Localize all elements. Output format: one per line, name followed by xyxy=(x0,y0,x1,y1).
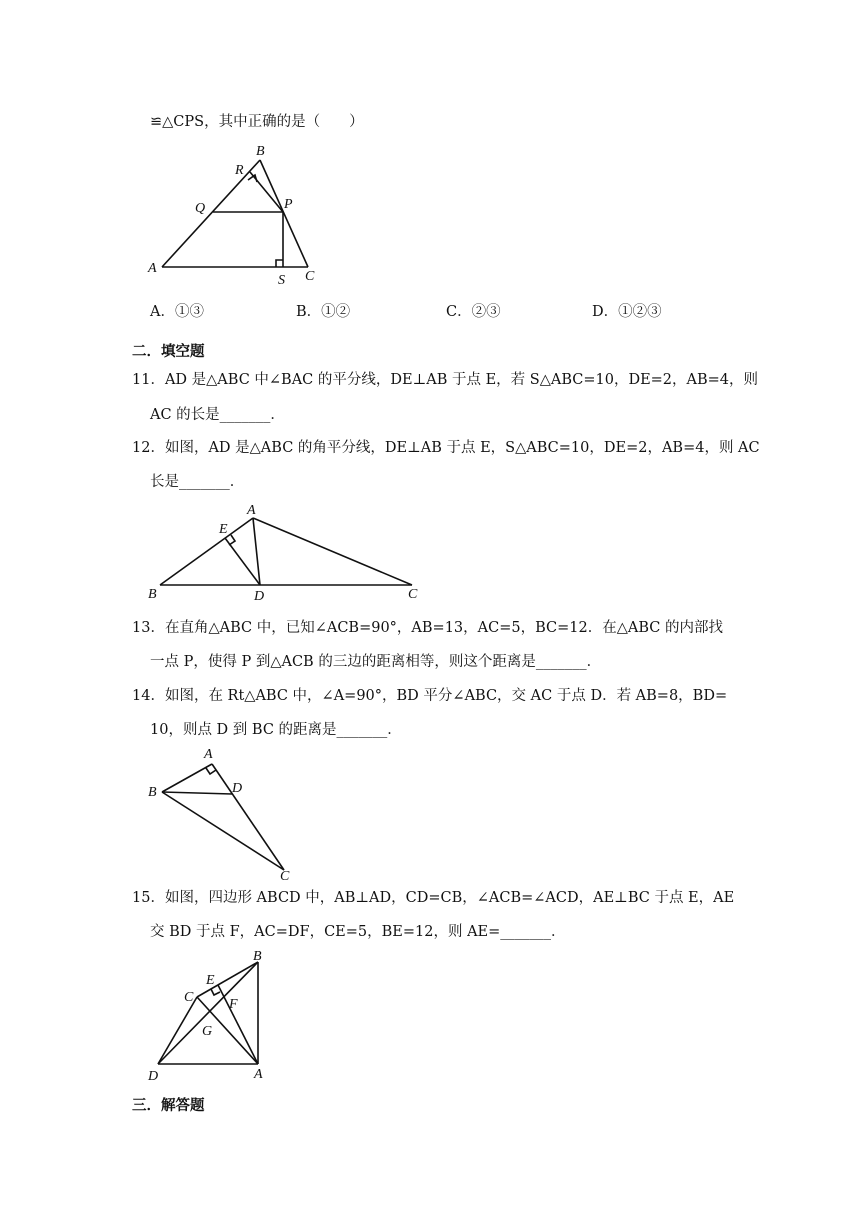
fig14-label-C: C xyxy=(280,869,290,882)
fig10-label-Q: Q xyxy=(195,201,206,216)
fig10-label-R: R xyxy=(235,163,244,178)
fig15-label-B: B xyxy=(253,949,262,964)
fig10-label-P: P xyxy=(284,197,293,212)
fig12-label-B: B xyxy=(148,587,157,602)
q10-option-d xyxy=(592,302,662,322)
fig12-label-D: D xyxy=(254,589,265,604)
option-letter: A． xyxy=(150,304,175,320)
fig15-label-G: G xyxy=(202,1024,213,1039)
option-letter: B． xyxy=(296,304,322,320)
q11-line2: AC 的长是_______． xyxy=(150,407,285,423)
option-value: ②③ xyxy=(471,304,501,320)
fig10-label-A: A xyxy=(148,261,157,276)
option-value: ①② xyxy=(321,304,351,320)
option-value: ①③ xyxy=(174,304,204,320)
option-letter: C． xyxy=(446,304,472,320)
option-letter: D． xyxy=(592,304,619,320)
fig15-label-E: E xyxy=(206,973,215,988)
fig15-label-C: C xyxy=(184,990,194,1005)
q10-tail-text: ≌△CPS，其中正确的是（ ） xyxy=(150,114,364,130)
section-3-title: 三．解答题 xyxy=(132,1098,205,1114)
section-2-title: 二．填空题 xyxy=(132,344,205,360)
q10-figure xyxy=(140,140,340,290)
q15-line1: 15．如图，四边形 ABCD 中，AB⊥AD，CD=CB，∠ACB=∠ACD，AE⊥BC 于点 E，AE xyxy=(132,890,735,906)
fig15-label-D: D xyxy=(148,1069,159,1084)
fig12-label-A: A xyxy=(247,503,256,518)
fig14-label-A: A xyxy=(204,747,213,762)
option-value: ①②③ xyxy=(618,304,662,320)
q15-figure xyxy=(140,944,290,1084)
fig14-label-B: B xyxy=(148,785,157,800)
fig10-label-B: B xyxy=(256,144,265,159)
q13-line1: 13．在直角△ABC 中，已知∠ACB=90°，AB=13，AC=5，BC=12．在△ABC 的内部找 xyxy=(132,620,723,636)
q13-line2: 一点 P，使得 P 到△ACB 的三边的距离相等，则这个距离是_______． xyxy=(150,654,602,670)
q15-line2: 交 BD 于点 F，AC=DF，CE=5，BE=12，则 AE=_______． xyxy=(150,924,566,940)
fig12-label-C: C xyxy=(408,587,418,602)
fig15-label-A: A xyxy=(254,1067,263,1082)
fig14-label-D: D xyxy=(232,781,243,796)
q12-line2: 长是_______． xyxy=(150,474,245,490)
q14-line1: 14．如图，在 Rt△ABC 中，∠A=90°，BD 平分∠ABC，交 AC 于点 D．若 AB=8，BD= xyxy=(132,688,728,704)
q12-figure xyxy=(140,500,440,605)
q14-line2: 10，则点 D 到 BC 的距离是_______． xyxy=(150,722,402,738)
fig12-label-E: E xyxy=(219,522,228,537)
q10-option-a xyxy=(150,302,204,322)
q12-line1: 12．如图，AD 是△ABC 的角平分线，DE⊥AB 于点 E，S△ABC=10，DE=2，AB=4，则 AC xyxy=(132,440,760,456)
fig10-label-C: C xyxy=(305,269,315,284)
q11-line1: 11．AD 是△ABC 中∠BAC 的平分线，DE⊥AB 于点 E，若 S△ABC=10，DE=2，AB=4，则 xyxy=(132,372,759,388)
fig15-label-F: F xyxy=(229,997,238,1012)
q10-option-b xyxy=(296,302,350,322)
q14-figure xyxy=(140,742,310,882)
q10-option-c xyxy=(446,302,501,322)
fig10-label-S: S xyxy=(278,273,285,288)
